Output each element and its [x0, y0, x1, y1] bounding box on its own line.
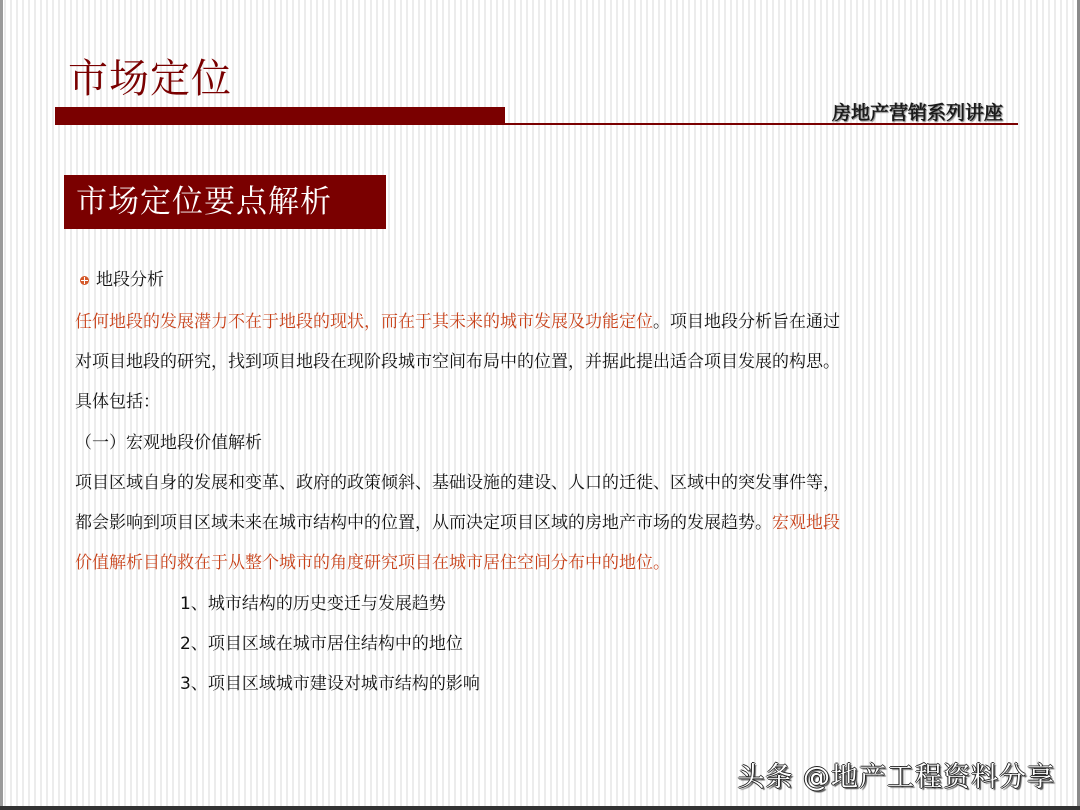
bullet-label: 地段分析: [96, 270, 164, 290]
circle-plus-bullet-icon: [80, 276, 89, 285]
list-item: 3、项目区域城市建设对城市结构的影响: [180, 674, 480, 694]
title-underline-bar: [55, 107, 505, 125]
para1-line1: [75, 308, 840, 336]
series-label: 房地产营销系列讲座: [831, 102, 1003, 124]
bullet-item: [75, 266, 164, 294]
slide-frame-bottom: [0, 806, 1080, 810]
para2-line2: [75, 509, 840, 537]
slide-title: 市场定位: [68, 56, 232, 102]
para2-line1: 项目区域自身的发展和变革、政府的政策倾斜、基础设施的建设、人口的迁徙、区域中的突发事件等，: [75, 473, 840, 493]
para1-line3: 具体包括：: [75, 392, 160, 412]
para2-line3: 价值解析目的救在于从整个城市的角度研究项目在城市居住空间分布中的地位。: [75, 553, 670, 573]
para1-accent-text: 任何地段的发展潜力不在于地段的现状，而在于其未来的城市发展及功能定位: [75, 312, 653, 332]
subheading: （一）宏观地段价值解析: [75, 433, 262, 453]
para2-normal-text: 都会影响到项目区域未来在城市结构中的位置，从而决定项目区域的房地产市场的发展趋势。: [75, 513, 772, 533]
slide-frame-left: [0, 0, 3, 810]
watermark: 头条 @地产工程资料分享: [737, 762, 1055, 793]
para2-accent-text: 宏观地段: [772, 513, 840, 533]
list-item: 1、城市结构的历史变迁与发展趋势: [180, 594, 446, 614]
para1-line2: 对项目地段的研究，找到项目地段在现阶段城市空间布局中的位置，并据此提出适合项目发展的构思。: [75, 352, 840, 372]
para1-normal-text: 。项目地段分析旨在通过: [653, 312, 840, 332]
list-item: 2、项目区域在城市居住结构中的地位: [180, 634, 463, 654]
section-heading: 市场定位要点解析: [64, 175, 386, 229]
